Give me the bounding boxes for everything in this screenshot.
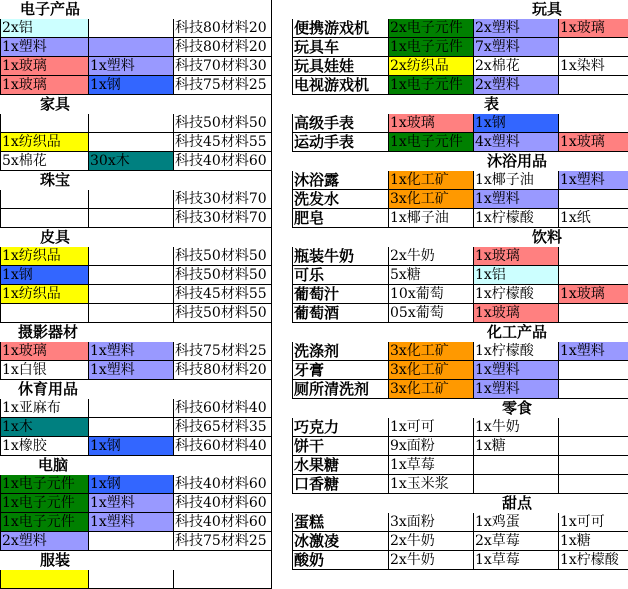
left-recipe-table [0,0,272,589]
ingredient-cell: 1x纺织品 [0,285,88,304]
ingredient-cell [558,114,628,133]
ingredient-cell: 1x玻璃 [558,285,628,304]
ingredient-cell [0,209,88,228]
section-header [292,95,628,114]
table-row [292,380,628,399]
table-row [0,285,271,304]
ingredient-cell: 1x塑料 [473,190,558,209]
ingredient-cell [0,190,88,209]
product-name-cell: 葡萄汁 [292,285,388,304]
section-header [292,228,628,247]
ingredient-cell [558,418,628,437]
ingredient-cell: 1x钢 [0,266,88,285]
product-name-cell: 沐浴露 [292,171,388,190]
ingredient-cell: 1x玻璃 [473,247,558,266]
product-name-cell: 电视游戏机 [292,76,388,95]
ingredient-cell [88,532,173,551]
section-title: 休育用品 [18,380,79,398]
table-row [0,209,271,228]
ingredient-cell [88,399,173,418]
tech-material-cell: 科技75材料25 [173,532,271,551]
tech-material-cell: 科技45材料55 [173,285,271,304]
section-title: 饮料 [532,228,563,246]
table-row [292,475,628,494]
product-name-cell: 可乐 [292,266,388,285]
ingredient-cell: 1x木 [0,418,88,437]
tech-material-cell: 科技40材料60 [173,513,271,532]
ingredient-cell: 3x面粉 [388,513,473,532]
table-row [0,247,271,266]
ingredient-cell: 1x电子元件 [0,513,88,532]
product-name-cell: 蛋糕 [292,513,388,532]
ingredient-cell: 1x椰子油 [388,209,473,228]
product-name-cell: 牙膏 [292,361,388,380]
section-title: 化工产品 [487,323,548,341]
ingredient-cell: 9x面粉 [388,437,473,456]
tech-material-cell: 科技70材料30 [173,57,271,76]
ingredient-cell: 1x电子元件 [388,76,473,95]
section-title: 珠宝 [40,171,71,189]
tech-material-cell: 科技50材料50 [173,304,271,323]
table-row [0,532,271,551]
ingredient-cell: 2x电子元件 [388,19,473,38]
table-row [0,418,271,437]
ingredient-cell [558,247,628,266]
ingredient-cell [88,247,173,266]
section-title: 服装 [40,551,71,569]
ingredient-cell [88,114,173,133]
ingredient-cell: 1x塑料 [558,342,628,361]
tech-material-cell: 科技40材料60 [173,494,271,513]
product-name-cell: 酸奶 [292,551,388,570]
table-row [292,19,628,38]
table-row [292,285,628,304]
ingredient-cell: 3x化工矿 [388,190,473,209]
section-header [0,228,271,247]
table-row [292,114,628,133]
ingredient-cell: 1x柠檬酸 [473,285,558,304]
ingredient-cell: 30x木 [88,152,173,171]
ingredient-cell: 7x塑料 [473,38,558,57]
table-row [0,57,271,76]
table-row [292,551,628,570]
ingredient-cell: 1x玻璃 [388,114,473,133]
ingredient-cell: 1x电子元件 [388,38,473,57]
ingredient-cell: 1x塑料 [473,380,558,399]
ingredient-cell: 1x白银 [0,361,88,380]
ingredient-cell: 1x钢 [88,437,173,456]
ingredient-cell: 1x塑料 [558,171,628,190]
table-row [292,57,628,76]
section-header [0,551,271,570]
product-name-cell: 洗涤剂 [292,342,388,361]
ingredient-cell: 2x棉花 [473,57,558,76]
ingredient-cell [473,456,558,475]
tech-material-cell: 科技75材料25 [173,76,271,95]
ingredient-cell [558,380,628,399]
ingredient-cell: 1x柠檬酸 [473,342,558,361]
table-row [0,266,271,285]
table-row [292,171,628,190]
table-row [0,38,271,57]
ingredient-cell [558,266,628,285]
table-row [292,361,628,380]
table-row [0,342,271,361]
table-row [0,19,271,38]
table-row [292,247,628,266]
ingredient-cell: 1x塑料 [88,342,173,361]
table-row [0,361,271,380]
section-header [292,494,628,513]
ingredient-cell [0,304,88,323]
ingredient-cell: 10x葡萄 [388,285,473,304]
ingredient-cell [88,133,173,152]
tech-material-cell: 科技60材料40 [173,437,271,456]
ingredient-cell: 1x椰子油 [473,171,558,190]
ingredient-cell: 3x化工矿 [388,380,473,399]
table-row [292,418,628,437]
ingredient-cell [558,437,628,456]
ingredient-cell: 1x鸡蛋 [473,513,558,532]
section-header [0,0,271,19]
product-name-cell: 运动手表 [292,133,388,152]
ingredient-cell: 1x玉米浆 [388,475,473,494]
table-row [292,513,628,532]
table-row [0,190,271,209]
table-row [0,304,271,323]
right-recipe-table [292,0,628,570]
tech-material-cell: 科技30材料70 [173,190,271,209]
ingredient-cell: 1x玻璃 [473,304,558,323]
tech-material-cell: 科技80材料20 [173,38,271,57]
table-row [0,437,271,456]
ingredient-cell [473,475,558,494]
section-title: 电子产品 [20,0,81,18]
tech-material-cell: 科技40材料60 [173,152,271,171]
ingredient-cell: 1x塑料 [88,494,173,513]
ingredient-cell [558,475,628,494]
section-header [292,323,628,342]
product-name-cell: 高级手表 [292,114,388,133]
ingredient-cell: 1x塑料 [0,38,88,57]
table-row [292,133,628,152]
tech-material-cell: 科技75材料25 [173,342,271,361]
table-row [0,475,271,494]
ingredient-cell: 1x电子元件 [0,494,88,513]
product-name-cell: 厕所清洗剂 [292,380,388,399]
ingredient-cell: 1x可可 [558,513,628,532]
section-header [0,95,271,114]
section-title: 皮具 [40,228,71,246]
ingredient-cell: 1x化工矿 [388,171,473,190]
table-row [0,114,271,133]
ingredient-cell: 1x玻璃 [0,76,88,95]
ingredient-cell [88,209,173,228]
ingredient-cell: 1x染料 [558,57,628,76]
ingredient-cell [558,190,628,209]
ingredient-cell: 1x柠檬酸 [558,551,628,570]
product-name-cell: 玩具车 [292,38,388,57]
table-row [292,38,628,57]
product-name-cell: 瓶装牛奶 [292,247,388,266]
ingredient-cell: 2x牛奶 [388,532,473,551]
tech-material-cell: 科技30材料70 [173,209,271,228]
ingredient-cell: 2x塑料 [473,19,558,38]
ingredient-cell [558,76,628,95]
ingredient-cell: 2x铝 [0,19,88,38]
product-name-cell: 葡萄酒 [292,304,388,323]
tech-material-cell: 科技65材料35 [173,418,271,437]
section-title: 表 [484,95,500,113]
ingredient-cell [88,285,173,304]
ingredient-cell: 5x棉花 [0,152,88,171]
ingredient-cell: 1x玻璃 [558,19,628,38]
section-header [292,399,628,418]
ingredient-cell: 1x玻璃 [558,133,628,152]
ingredient-cell: 4x塑料 [473,133,558,152]
table-row [0,513,271,532]
section-title: 摄影器材 [18,323,79,341]
section-title: 零食 [502,399,533,417]
table-row [292,209,628,228]
product-name-cell: 巧克力 [292,418,388,437]
ingredient-cell: 3x化工矿 [388,342,473,361]
section-header [0,380,271,399]
ingredient-cell [88,418,173,437]
ingredient-cell: 05x葡萄 [388,304,473,323]
ingredient-cell: 1x电子元件 [0,475,88,494]
section-title: 玩具 [532,0,563,18]
ingredient-cell: 1x亚麻布 [0,399,88,418]
ingredient-cell: 1x铝 [473,266,558,285]
ingredient-cell [88,38,173,57]
ingredient-cell: 1x柠檬酸 [473,209,558,228]
tech-material-cell: 科技50材料50 [173,114,271,133]
section-header [292,0,628,19]
section-title: 家具 [40,95,71,113]
ingredient-cell: 1x糖 [558,532,628,551]
ingredient-cell: 2x草莓 [473,532,558,551]
ingredient-cell: 1x塑料 [473,361,558,380]
ingredient-cell: 1x草莓 [388,456,473,475]
product-name-cell: 洗发水 [292,190,388,209]
table-row [0,76,271,95]
table-row [292,342,628,361]
product-name-cell: 冰激凌 [292,532,388,551]
tech-material-cell: 科技80材料20 [173,361,271,380]
section-header [0,456,271,475]
section-title: 甜点 [502,494,533,512]
ingredient-cell: 1x草莓 [473,551,558,570]
ingredient-cell [88,304,173,323]
table-row [0,494,271,513]
section-title: 沐浴用品 [487,152,548,170]
table-row [292,76,628,95]
ingredient-cell: 5x糖 [388,266,473,285]
ingredient-cell: 2x牛奶 [388,247,473,266]
tech-material-cell: 科技60材料40 [173,399,271,418]
ingredient-cell: 2x塑料 [0,532,88,551]
product-name-cell: 肥皂 [292,209,388,228]
ingredient-cell [88,266,173,285]
ingredient-cell [558,304,628,323]
ingredient-cell: 1x纺织品 [0,133,88,152]
product-name-cell: 口香糖 [292,475,388,494]
section-header [0,323,271,342]
tech-material-cell: 科技80材料20 [173,19,271,38]
section-title: 电脑 [38,456,69,474]
table-row [292,304,628,323]
ingredient-cell [88,190,173,209]
ingredient-cell: 1x钢 [473,114,558,133]
ingredient-cell: 1x电子元件 [388,133,473,152]
ingredient-cell: 2x牛奶 [388,551,473,570]
ingredient-cell: 1x橡胶 [0,437,88,456]
table-row [0,152,271,171]
ingredient-cell: 2x纺织品 [388,57,473,76]
ingredient-cell: 1x塑料 [88,513,173,532]
ingredient-cell [0,114,88,133]
ingredient-cell: 1x纺织品 [0,247,88,266]
product-name-cell: 玩具娃娃 [292,57,388,76]
table-row [0,133,271,152]
section-header [292,152,628,171]
ingredient-cell [88,19,173,38]
ingredient-cell: 1x糖 [473,437,558,456]
tech-material-cell: 科技40材料60 [173,475,271,494]
table-row [292,532,628,551]
ingredient-cell: 1x玻璃 [0,57,88,76]
ingredient-cell: 1x钢 [88,475,173,494]
tech-material-cell: 科技45材料55 [173,133,271,152]
table-row [292,266,628,285]
tech-material-cell: 科技50材料50 [173,266,271,285]
ingredient-cell: 1x钢 [88,76,173,95]
ingredient-cell [558,361,628,380]
table-row [292,437,628,456]
table-row [292,456,628,475]
tech-material-cell: 科技50材料50 [173,247,271,266]
ingredient-cell: 3x化工矿 [388,361,473,380]
ingredient-cell: 1x塑料 [88,361,173,380]
ingredient-cell: 1x牛奶 [473,418,558,437]
product-name-cell: 便携游戏机 [292,19,388,38]
product-name-cell: 水果糖 [292,456,388,475]
table-row [292,190,628,209]
product-name-cell: 饼干 [292,437,388,456]
ingredient-cell: 2x塑料 [473,76,558,95]
ingredient-cell: 1x塑料 [88,57,173,76]
section-header [0,171,271,190]
ingredient-cell: 1x纸 [558,209,628,228]
ingredient-cell [558,38,628,57]
ingredient-cell [558,456,628,475]
ingredient-cell: 1x可可 [388,418,473,437]
table-row [0,399,271,418]
ingredient-cell: 1x玻璃 [0,342,88,361]
